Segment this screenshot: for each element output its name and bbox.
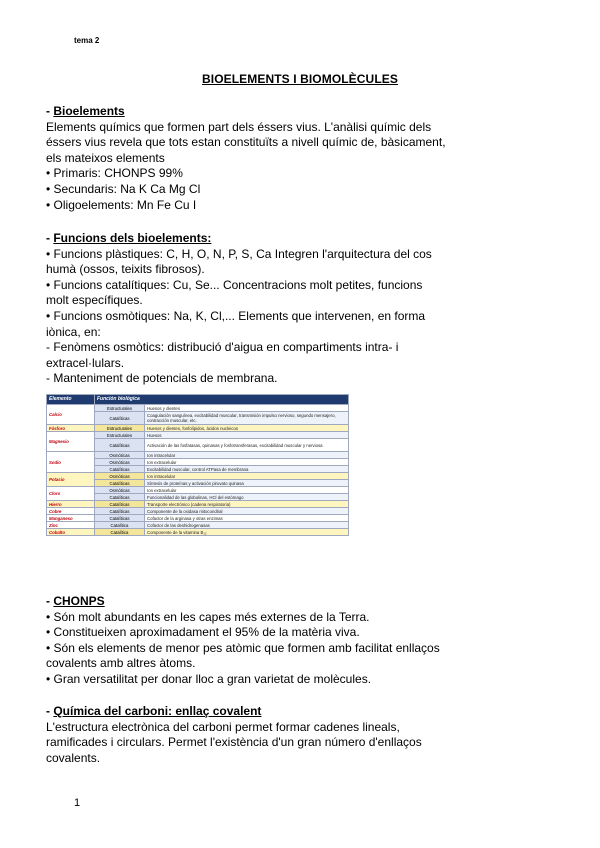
table-cell-element: Fósforo (47, 425, 95, 432)
list-item: • Oligoelements: Mn Fe Cu I (46, 197, 197, 212)
table-cell-description: Transporte electrónico (cadena respiratoria) (145, 501, 349, 508)
table-cell-description: Cofactor de la arginasa y otras enzimas (145, 515, 349, 522)
table-cell-element: Cobalto (47, 529, 95, 536)
table-cell-function: Osmóticas (95, 473, 145, 480)
section-funcions (46, 231, 446, 387)
table-cell-element: Zinc (47, 522, 95, 529)
table-row (47, 487, 349, 494)
table-cell-function: Catalíticas (95, 515, 145, 522)
table-cell-element: Cloro (47, 487, 95, 501)
table-cell-description: Funcionalidad de las globulinas, HCl del estómago (145, 494, 349, 501)
heading-dash: - (46, 704, 54, 718)
document-title: BIOELEMENTS I BIOMOLÈCULES (202, 72, 398, 86)
section-heading (46, 704, 446, 720)
list-item: - Manteniment de potencials de membrana. (46, 371, 278, 386)
table-cell-function: Catalíticas (95, 501, 145, 508)
list-item: • Gran versatilitat per donar lloc a gran varietat de molècules. (46, 671, 372, 686)
table-cell-element: Hierro (47, 501, 95, 508)
table-header-row (47, 395, 349, 405)
table-cell-function: Catalíticas (95, 480, 145, 487)
table-cell-function: Catalíticas (95, 412, 145, 425)
section-heading (46, 104, 446, 120)
table-header-cell: Elemento (47, 395, 95, 405)
table-cell-function: Catalíticas (95, 466, 145, 473)
table-cell-description: Huesos y dientes, fosfolípidos, ácidos nucleicos (145, 425, 349, 432)
table-cell-description: Componente de la oxidasa mitocondrial (145, 508, 349, 515)
table-cell-element: Manganeso (47, 515, 95, 522)
table-row (47, 529, 349, 536)
table-cell-element: Potasio (47, 473, 95, 487)
heading-text: Química del carboni: enllaç covalent (53, 704, 262, 718)
list-item: - Fenòmens osmòtics: distribució d'aigua en compartiments intra- i extracel·lulars. (46, 340, 399, 370)
table-row (47, 425, 349, 432)
table-row (47, 473, 349, 480)
list-item: • Són molt abundants en les capes més externes de la Terra. (46, 609, 370, 624)
table-cell-description: Componente de la vitamina B₁₂ (145, 529, 349, 536)
table-cell-description: Huesos (145, 432, 349, 439)
heading-text: CHONPS (53, 594, 105, 608)
list-item: • Funcions plàstiques: C, H, O, N, P, S, Ca Integren l'arquitectura del cos humà (ossos, teixits fibrosos). (46, 246, 432, 277)
heading-text: Bioelements (53, 104, 125, 118)
section-heading (46, 231, 446, 247)
table-cell-element: Sodio (47, 452, 95, 473)
page-number: 1 (74, 797, 81, 809)
section-heading (46, 594, 446, 610)
table-row (47, 405, 349, 412)
list-item: • Constitueixen aproximadament el 95% de la matèria viva. (46, 625, 360, 640)
table-body (47, 405, 349, 536)
table-cell-element: Calcio (47, 405, 95, 425)
table-cell-description: Activación de las fosfatasas, quinasas y fosfotransferasas, excitabilidad muscular y nerviosa (145, 439, 349, 452)
table-cell-function: Osmóticas (95, 487, 145, 494)
table-row (47, 432, 349, 439)
table-cell-description: Cofactor de las deshidrogenasas (145, 522, 349, 529)
section-carboni (46, 704, 446, 766)
list-item: • Funcions catalítiques: Cu, Se... Concentracions molt petites, funcions molt específiques. (46, 277, 423, 308)
table-row (47, 515, 349, 522)
table-row (47, 501, 349, 508)
paragraph: Elements químics que formen part dels éssers vius. L'anàlisi químic dels éssers vius revela que tots estan constituïts a nivell químic de, bàsicament, els mateixos elements (46, 119, 446, 165)
table-cell-function: Estructurales (95, 425, 145, 432)
table-row (47, 452, 349, 459)
table-cell-description: Ion intracelular (145, 473, 349, 480)
table-cell-function: Catalíticas (95, 439, 145, 452)
table-cell-function: Osmóticas (95, 459, 145, 466)
table-header-cell: Función biológica (95, 395, 349, 405)
heading-dash: - (46, 104, 54, 118)
table-cell-description: Huesos y dientes (145, 405, 349, 412)
section-bioelements (46, 104, 446, 213)
table-cell-element: Cobre (47, 508, 95, 515)
header-tema: tema 2 (74, 36, 100, 45)
list-item: • Són els elements de menor pes atòmic que formen amb facilitat enllaços covalents amb altres àtoms. (46, 640, 440, 671)
section-chonps (46, 594, 446, 688)
list-item: • Primaris: CHONPS 99% (46, 166, 183, 181)
list-item: • Funcions osmòtiques: Na, K, Cl,... Elements que intervenen, en forma iònica, en: (46, 308, 426, 339)
table-cell-description: Ion intracelular (145, 452, 349, 459)
table-cell-function: Catalítica (95, 522, 145, 529)
table-cell-function: Catalíticas (95, 508, 145, 515)
table-cell-function: Estructurales (95, 405, 145, 412)
table-cell-element: Magnesio (47, 432, 95, 452)
heading-dash: - (46, 594, 54, 608)
heading-text: Funcions dels bioelements: (53, 231, 212, 245)
table-cell-function: Catalítica (95, 529, 145, 536)
table-cell-description: Síntesis de proteínas y activación piruvato quinasa (145, 480, 349, 487)
table-cell-function: Estructurales (95, 432, 145, 439)
list-item: • Secundaris: Na K Ca Mg Cl (46, 181, 201, 196)
bioelements-function-table (46, 394, 349, 536)
table-cell-description: Ion extracelular (145, 459, 349, 466)
table-row (47, 508, 349, 515)
table-cell-description: Excitabilidad muscular, control ATPasa de membrana (145, 466, 349, 473)
heading-dash: - (46, 231, 54, 245)
table-row (47, 522, 349, 529)
table-cell-description: Ion extracelular (145, 487, 349, 494)
table-cell-function: Osmóticas (95, 452, 145, 459)
paragraph: L'estructura electrònica del carboni permet formar cadenes lineals, ramificades i circulars. Permet l'existència d'un gran número d'enllaços covalents. (46, 719, 422, 765)
table-cell-description: Coagulación sanguínea, excitabilidad muscular, transmisión impulso nervioso, segundo mensajero, contracción muscular, etc. (145, 412, 349, 425)
table-cell-function: Catalíticas (95, 494, 145, 501)
